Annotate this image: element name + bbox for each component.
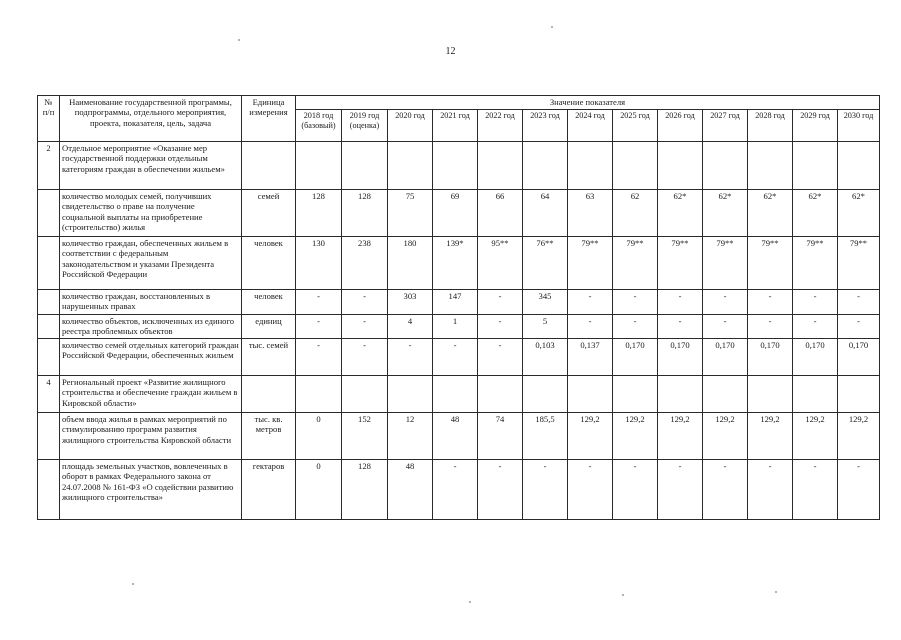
row-value: 79** (613, 237, 658, 290)
row-value (568, 142, 613, 190)
row-value: 62* (748, 190, 793, 237)
row-value: - (748, 459, 793, 519)
row-value: 152 (342, 412, 388, 459)
row-value: - (523, 459, 568, 519)
row-number: 2 (38, 142, 60, 190)
row-value: - (478, 290, 523, 315)
row-value: 79** (568, 237, 613, 290)
header-year: 2023 год (523, 110, 568, 142)
row-value: 130 (296, 237, 342, 290)
row-value: - (658, 459, 703, 519)
table-row (38, 459, 880, 519)
row-value (433, 375, 478, 412)
indicators-table (37, 95, 880, 520)
row-value: 79** (793, 237, 838, 290)
row-value: - (838, 459, 880, 519)
table-row (38, 412, 880, 459)
row-value: - (296, 290, 342, 315)
row-value: 74 (478, 412, 523, 459)
table-row (38, 190, 880, 237)
row-value (388, 142, 433, 190)
row-value: - (478, 338, 523, 375)
row-value: - (838, 290, 880, 315)
header-year: 2025 год (613, 110, 658, 142)
row-value: 76** (523, 237, 568, 290)
row-unit: гектаров (242, 459, 296, 519)
row-value: - (568, 290, 613, 315)
row-value: 79** (838, 237, 880, 290)
row-value: 345 (523, 290, 568, 315)
row-value: - (793, 459, 838, 519)
row-value: 185,5 (523, 412, 568, 459)
row-value (523, 375, 568, 412)
row-value: - (838, 315, 880, 339)
row-value: 129,2 (703, 412, 748, 459)
row-unit: тыс. семей (242, 338, 296, 375)
row-value (523, 142, 568, 190)
row-value: 0,170 (793, 338, 838, 375)
row-value: 69 (433, 190, 478, 237)
row-value: 129,2 (838, 412, 880, 459)
row-number (38, 290, 60, 315)
row-value: - (703, 459, 748, 519)
row-value: 95** (478, 237, 523, 290)
row-value: 62* (793, 190, 838, 237)
row-value (703, 375, 748, 412)
row-unit: семей (242, 190, 296, 237)
row-value: - (613, 315, 658, 339)
table-row (38, 142, 880, 190)
header-year: 2022 год (478, 110, 523, 142)
row-value: 79** (703, 237, 748, 290)
header-name: Наименование государственной программы, подпрограммы, отдельного мероприятия, проекта, показателя, цель, задача (60, 96, 242, 142)
header-unit: Единица измерения (242, 96, 296, 142)
row-value (342, 375, 388, 412)
row-value: 79** (748, 237, 793, 290)
row-value: 5 (523, 315, 568, 339)
row-value: 62* (703, 190, 748, 237)
row-value: - (748, 290, 793, 315)
row-value (838, 142, 880, 190)
row-value: 62 (613, 190, 658, 237)
row-value: 75 (388, 190, 433, 237)
row-value (748, 375, 793, 412)
header-year: 2027 год (703, 110, 748, 142)
table-row (38, 237, 880, 290)
row-value: 129,2 (658, 412, 703, 459)
row-value (433, 142, 478, 190)
row-value: 128 (342, 459, 388, 519)
row-value (342, 142, 388, 190)
row-unit (242, 142, 296, 190)
row-value (793, 142, 838, 190)
row-value: - (342, 315, 388, 339)
header-year: 2030 год (838, 110, 880, 142)
row-value: 147 (433, 290, 478, 315)
row-value: 12 (388, 412, 433, 459)
row-value: 62* (838, 190, 880, 237)
row-value: 129,2 (613, 412, 658, 459)
table-row (38, 315, 880, 339)
row-value: - (296, 315, 342, 339)
row-value: - (433, 459, 478, 519)
row-value: - (703, 290, 748, 315)
scan-speck (469, 601, 471, 603)
row-value: 4 (388, 315, 433, 339)
row-value: 0,170 (658, 338, 703, 375)
table-body (38, 142, 880, 520)
row-value: 79** (658, 237, 703, 290)
row-name: количество граждан, восстановленных в нарушенных правах (60, 290, 242, 315)
row-value (613, 375, 658, 412)
row-value: - (613, 290, 658, 315)
header-year: 2026 год (658, 110, 703, 142)
row-number (38, 190, 60, 237)
row-number (38, 237, 60, 290)
row-value: 0,170 (613, 338, 658, 375)
row-name: площадь земельных участков, вовлеченных в оборот в рамках Федерального закона от 24.07.2008 № 161-ФЗ «О содействии развитию жилищного строительства» (60, 459, 242, 519)
row-unit (242, 375, 296, 412)
row-value: 62* (658, 190, 703, 237)
row-value: 180 (388, 237, 433, 290)
row-number (38, 459, 60, 519)
row-value: 0,103 (523, 338, 568, 375)
row-value: - (793, 290, 838, 315)
row-value: 0,170 (748, 338, 793, 375)
row-name: количество семей отдельных категорий граждан Российской Федерации, обеспеченных жильем (60, 338, 242, 375)
row-value (478, 375, 523, 412)
row-value: 129,2 (568, 412, 613, 459)
row-value: 0,170 (703, 338, 748, 375)
row-value: 0 (296, 412, 342, 459)
row-value: - (433, 338, 478, 375)
row-value: - (478, 459, 523, 519)
table-row (38, 375, 880, 412)
row-value: 1 (433, 315, 478, 339)
row-value: 0 (296, 459, 342, 519)
row-value (793, 375, 838, 412)
header-year: 2028 год (748, 110, 793, 142)
row-value: 303 (388, 290, 433, 315)
row-value (296, 375, 342, 412)
row-value: 66 (478, 190, 523, 237)
row-number (38, 315, 60, 339)
header-num: № п/п (38, 96, 60, 142)
row-value (748, 142, 793, 190)
row-value (478, 142, 523, 190)
row-value (613, 142, 658, 190)
header-value-group: Значение показателя (296, 96, 880, 110)
row-value (703, 142, 748, 190)
header-year: 2029 год (793, 110, 838, 142)
row-value: - (568, 315, 613, 339)
row-value: 0,137 (568, 338, 613, 375)
row-name: количество граждан, обеспеченных жильем в соответствии с федеральным законодательством и указами Президента Российской Федерации (60, 237, 242, 290)
row-name: количество объектов, исключенных из единого реестра проблемных объектов (60, 315, 242, 339)
row-value: 238 (342, 237, 388, 290)
row-value: - (658, 315, 703, 339)
row-value (838, 375, 880, 412)
row-value (388, 375, 433, 412)
row-value: 0,170 (838, 338, 880, 375)
row-unit: тыс. кв. метров (242, 412, 296, 459)
row-value: - (388, 338, 433, 375)
header-year: 2020 год (388, 110, 433, 142)
table-row (38, 338, 880, 375)
row-number: 4 (38, 375, 60, 412)
row-value: 63 (568, 190, 613, 237)
row-unit: человек (242, 290, 296, 315)
row-value (296, 142, 342, 190)
scan-speck (622, 594, 624, 596)
row-value (658, 375, 703, 412)
row-value (568, 375, 613, 412)
header-year: 2019 год (оценка) (342, 110, 388, 142)
row-value: 129,2 (793, 412, 838, 459)
row-value: - (342, 338, 388, 375)
row-name: объем ввода жилья в рамках мероприятий по стимулированию программ развития жилищного строительства Кировской области (60, 412, 242, 459)
row-name: Региональный проект «Развитие жилищного строительства и обеспечение граждан жильем в Кировской области» (60, 375, 242, 412)
row-value: - (748, 315, 793, 339)
row-name: количество молодых семей, получивших свидетельство о праве на получение социальной выплаты на приобретение (строительство) жилья (60, 190, 242, 237)
row-value: - (613, 459, 658, 519)
row-value: - (793, 315, 838, 339)
row-value: - (296, 338, 342, 375)
scan-speck (132, 583, 134, 585)
row-unit: единиц (242, 315, 296, 339)
row-number (38, 338, 60, 375)
header-year: 2024 год (568, 110, 613, 142)
row-value: 128 (296, 190, 342, 237)
row-name: Отдельное мероприятие «Оказание мер государственной поддержки отдельным категориям граждан в обеспечении жильем» (60, 142, 242, 190)
row-value (658, 142, 703, 190)
row-value: 48 (433, 412, 478, 459)
scan-speck (551, 26, 553, 28)
row-number (38, 412, 60, 459)
row-value: 48 (388, 459, 433, 519)
row-value: - (568, 459, 613, 519)
row-value: - (658, 290, 703, 315)
header-year: 2021 год (433, 110, 478, 142)
scan-speck (238, 39, 240, 41)
row-unit: человек (242, 237, 296, 290)
row-value: 64 (523, 190, 568, 237)
row-value: - (703, 315, 748, 339)
page-number: 12 (445, 46, 456, 57)
row-value: - (478, 315, 523, 339)
row-value: 129,2 (748, 412, 793, 459)
row-value: 139* (433, 237, 478, 290)
row-value: - (342, 290, 388, 315)
header-year: 2018 год (базовый) (296, 110, 342, 142)
scan-speck (775, 591, 777, 593)
row-value: 128 (342, 190, 388, 237)
table-row (38, 290, 880, 315)
